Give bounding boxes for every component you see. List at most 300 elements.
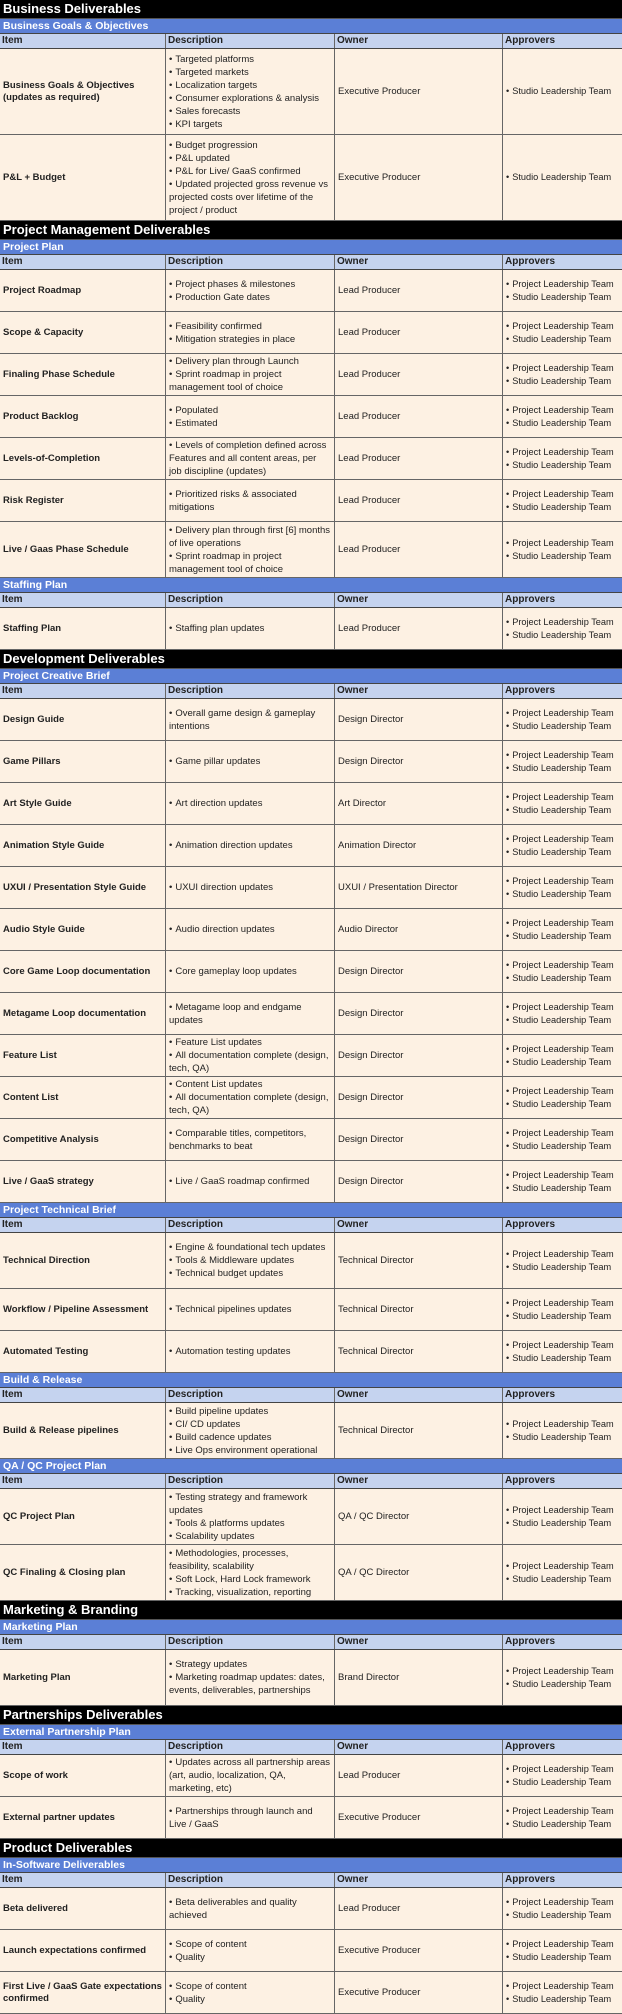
description-cell [166, 1331, 335, 1372]
item-name: Audio Style Guide [3, 923, 85, 935]
bullet-text: Project Leadership Team [512, 1938, 614, 1949]
bullet-item [506, 804, 614, 817]
approvers-list [506, 320, 614, 346]
bullet-icon: • [169, 623, 173, 634]
bullet-item [506, 959, 614, 972]
bullet-text: Studio Leadership Team [512, 1014, 612, 1025]
bullet-item [506, 888, 614, 901]
bullet-text: Project Leadership Team [512, 917, 614, 928]
bullet-icon: • [506, 1993, 510, 2004]
description-list [169, 1241, 325, 1280]
owner-name: Design Director [338, 714, 404, 725]
bullet-icon: • [169, 165, 173, 177]
item-cell [0, 1035, 166, 1076]
bullet-text: Automation testing updates [175, 1346, 291, 1357]
item-name: Beta delivered [3, 1902, 68, 1914]
bullet-item [506, 1339, 614, 1352]
bullet-item [506, 278, 614, 291]
description-list [169, 755, 260, 768]
column-header-item: Item [0, 684, 166, 698]
owner-cell [335, 783, 503, 824]
column-header-item: Item [0, 255, 166, 269]
bullet-item [506, 1665, 614, 1678]
bullet-item [506, 1517, 614, 1530]
bullet-icon: • [169, 1938, 173, 1950]
item-cell [0, 1797, 166, 1838]
bullet-icon: • [169, 1431, 173, 1443]
item-name: Workflow / Pipeline Assessment [3, 1303, 149, 1315]
owner-cell [335, 1403, 503, 1458]
owner-name: Lead Producer [338, 369, 401, 380]
description-list [169, 839, 293, 852]
approvers-cell [503, 825, 622, 866]
group-header: In-Software Deliverables [0, 1858, 622, 1873]
bullet-text: Soft Lock, Hard Lock framework [175, 1573, 311, 1585]
section-header: Product Deliverables [0, 1839, 622, 1858]
bullet-icon: • [169, 550, 173, 562]
owner-name: QA / QC Director [338, 1511, 410, 1522]
column-header-description: Description [166, 1388, 335, 1402]
bullet-item [169, 1431, 317, 1444]
item-name: Art Style Guide [3, 797, 72, 809]
table-row [0, 1972, 622, 2014]
bullet-icon: • [169, 924, 173, 935]
approvers-cell [503, 354, 622, 395]
bullet-item [169, 320, 295, 333]
description-list [169, 1175, 309, 1188]
bullet-text: Project Leadership Team [512, 1560, 614, 1571]
description-cell [166, 783, 335, 824]
bullet-text: Levels of completion defined across Features and all content areas, per job discipline (updates) [169, 440, 327, 477]
approvers-list [506, 616, 614, 642]
column-header-item: Item [0, 1474, 166, 1488]
approvers-cell [503, 1650, 622, 1705]
bullet-icon: • [506, 1678, 510, 1689]
column-header-row [0, 1873, 622, 1888]
column-header-item: Item [0, 34, 166, 48]
description-list [169, 622, 264, 635]
table-row [0, 909, 622, 951]
description-list [169, 320, 295, 346]
bullet-item [506, 171, 611, 184]
owner-cell [335, 522, 503, 577]
bullet-icon: • [506, 1043, 510, 1054]
column-header-owner: Owner [335, 1740, 503, 1754]
description-cell [166, 1797, 335, 1838]
bullet-icon: • [169, 1757, 173, 1768]
item-cell [0, 522, 166, 577]
bullet-text: Studio Leadership Team [512, 86, 612, 96]
owner-name: Executive Producer [338, 172, 421, 183]
description-cell [166, 312, 335, 353]
bullet-icon: • [169, 1573, 173, 1585]
description-cell [166, 1930, 335, 1971]
owner-name: Executive Producer [338, 86, 421, 97]
bullet-item [169, 1091, 331, 1117]
column-header-approvers: Approvers [505, 1475, 556, 1486]
approvers-cell [503, 480, 622, 521]
bullet-icon: • [506, 404, 510, 415]
bullet-item [506, 762, 614, 775]
bullet-item [506, 1938, 614, 1951]
approvers-cell [503, 135, 622, 220]
bullet-text: Localization targets [175, 79, 258, 91]
bullet-text: Engine & foundational tech updates [175, 1242, 326, 1253]
owner-cell [335, 951, 503, 992]
bullet-icon: • [506, 1776, 510, 1787]
approvers-list [506, 362, 614, 388]
description-list [169, 1036, 331, 1075]
bullet-item [169, 417, 218, 430]
bullet-text: Studio Leadership Team [512, 888, 612, 899]
bullet-item [169, 1896, 331, 1922]
owner-cell [335, 1161, 503, 1202]
bullet-icon: • [506, 291, 510, 302]
bullet-text: Audio direction updates [175, 924, 275, 935]
bullet-icon: • [169, 66, 173, 78]
table-row [0, 1930, 622, 1972]
bullet-text: Project Leadership Team [512, 616, 614, 627]
bullet-text: Studio Leadership Team [512, 762, 612, 773]
bullet-item [506, 846, 614, 859]
bullet-item [169, 66, 319, 79]
bullet-icon: • [169, 79, 173, 91]
item-name: Business Goals & Objectives (updates as required) [3, 79, 135, 103]
description-cell [166, 480, 335, 521]
bullet-icon: • [506, 1805, 510, 1816]
bullet-item [169, 165, 331, 178]
item-name: Levels-of-Completion [3, 452, 101, 464]
bullet-icon: • [506, 1310, 510, 1321]
bullet-item [169, 1951, 247, 1964]
item-name: Design Guide [3, 713, 65, 725]
bullet-icon: • [169, 1405, 173, 1417]
bullet-item [169, 1586, 331, 1599]
description-cell [166, 438, 335, 479]
bullet-icon: • [506, 1665, 510, 1676]
approvers-list [506, 404, 614, 430]
group-header: Staffing Plan [0, 578, 622, 593]
item-cell [0, 135, 166, 220]
bullet-icon: • [506, 1763, 510, 1774]
bullet-item [506, 1896, 614, 1909]
bullet-icon: • [169, 105, 173, 117]
bullet-item [506, 1140, 614, 1153]
item-cell [0, 1545, 166, 1600]
bullet-text: Delivery plan through first [6] months of live operations [169, 524, 331, 549]
bullet-text: Project Leadership Team [512, 1248, 614, 1259]
bullet-item [169, 923, 275, 936]
bullet-item [169, 1517, 331, 1530]
table-row [0, 135, 622, 221]
column-header-description: Description [166, 593, 335, 607]
approvers-list [506, 791, 614, 817]
bullet-icon: • [169, 1530, 173, 1542]
bullet-item [169, 92, 319, 105]
bullet-icon: • [169, 356, 173, 367]
bullet-icon: • [506, 488, 510, 499]
description-cell [166, 270, 335, 311]
description-cell [166, 741, 335, 782]
owner-name: Technical Director [338, 1346, 414, 1357]
table-row [0, 438, 622, 480]
table-row [0, 1035, 622, 1077]
bullet-item [506, 1098, 614, 1111]
description-list [169, 1756, 331, 1795]
bullet-icon: • [169, 404, 173, 416]
bullet-icon: • [506, 1339, 510, 1350]
owner-cell [335, 1119, 503, 1160]
bullet-item [506, 404, 614, 417]
bullet-item [169, 524, 331, 550]
bullet-icon: • [169, 798, 173, 809]
approvers-cell [503, 1797, 622, 1838]
owner-name: Technical Director [338, 1304, 414, 1315]
bullet-item [506, 417, 614, 430]
bullet-text: Quality [175, 1993, 205, 2005]
bullet-text: Project Leadership Team [512, 1001, 614, 1012]
bullet-item [506, 550, 614, 563]
approvers-cell [503, 312, 622, 353]
bullet-item [506, 1001, 614, 1014]
owner-name: Lead Producer [338, 495, 401, 506]
column-header-owner: Owner [335, 593, 503, 607]
bullet-item [169, 707, 331, 733]
item-cell [0, 270, 166, 311]
item-cell [0, 1888, 166, 1929]
approvers-list [506, 1043, 614, 1069]
bullet-icon: • [506, 320, 510, 331]
bullet-icon: • [169, 1304, 173, 1315]
bullet-item [169, 1993, 247, 2006]
column-header-description: Description [166, 1740, 335, 1754]
bullet-text: All documentation complete (design, tech, QA) [169, 1092, 329, 1116]
table-row [0, 1289, 622, 1331]
bullet-item [169, 1405, 317, 1418]
bullet-item [506, 362, 614, 375]
bullet-text: Studio Leadership Team [512, 1056, 612, 1067]
owner-name: Design Director [338, 756, 404, 767]
bullet-text: Studio Leadership Team [512, 1909, 612, 1920]
owner-name: Brand Director [338, 1672, 400, 1683]
description-list [169, 278, 295, 304]
bullet-item [506, 875, 614, 888]
bullet-text: Marketing roadmap updates: dates, events, deliverables, partnerships [169, 1672, 325, 1696]
owner-cell [335, 1930, 503, 1971]
bullet-icon: • [169, 707, 173, 719]
bullet-icon: • [506, 762, 510, 773]
bullet-text: Project Leadership Team [512, 1418, 614, 1429]
item-name: Project Roadmap [3, 284, 82, 296]
description-list [169, 524, 331, 576]
approvers-cell [503, 1161, 622, 1202]
item-name: Animation Style Guide [3, 839, 105, 851]
item-cell [0, 480, 166, 521]
description-list [169, 488, 331, 514]
item-name: Launch expectations confirmed [3, 1944, 147, 1956]
bullet-item [506, 320, 614, 333]
bullet-item [506, 1085, 614, 1098]
bullet-icon: • [169, 320, 173, 332]
bullet-text: Live Ops environment operational [175, 1444, 318, 1456]
owner-name: Technical Director [338, 1255, 414, 1266]
bullet-item [169, 1036, 331, 1049]
bullet-text: KPI targets [175, 118, 223, 130]
bullet-item [169, 1980, 247, 1993]
approvers-cell [503, 522, 622, 577]
bullet-icon: • [169, 417, 173, 429]
description-list [169, 881, 273, 894]
owner-name: Design Director [338, 1050, 404, 1061]
approvers-cell [503, 741, 622, 782]
column-header-item: Item [0, 593, 166, 607]
approvers-list [506, 1418, 614, 1444]
bullet-item [506, 1678, 614, 1691]
bullet-icon: • [506, 362, 510, 373]
owner-name: QA / QC Director [338, 1567, 410, 1578]
bullet-item [506, 1573, 614, 1586]
column-header-item: Item [0, 1218, 166, 1232]
column-header-approvers: Approvers [505, 1874, 556, 1885]
owner-name: Lead Producer [338, 623, 401, 634]
bullet-text: Studio Leadership Team [512, 1517, 612, 1528]
item-cell [0, 1233, 166, 1288]
description-cell [166, 1161, 335, 1202]
bullet-item [506, 1980, 614, 1993]
table-row [0, 1161, 622, 1203]
group-header: QA / QC Project Plan [0, 1459, 622, 1474]
description-list [169, 965, 297, 978]
bullet-item [506, 1431, 614, 1444]
bullet-text: Project Leadership Team [512, 1805, 614, 1816]
description-list [169, 139, 331, 217]
bullet-text: All documentation complete (design, tech, QA) [169, 1050, 329, 1074]
bullet-text: Studio Leadership Team [512, 501, 612, 512]
approvers-cell [503, 783, 622, 824]
bullet-icon: • [506, 804, 510, 815]
bullet-icon: • [506, 1014, 510, 1025]
bullet-icon: • [169, 152, 173, 164]
table-row [0, 1755, 622, 1797]
bullet-item [169, 1078, 331, 1091]
item-cell [0, 1489, 166, 1544]
bullet-icon: • [169, 524, 173, 536]
bullet-icon: • [169, 291, 173, 303]
description-cell [166, 608, 335, 649]
approvers-list [506, 1085, 614, 1111]
owner-name: Lead Producer [338, 544, 401, 555]
owner-name: Executive Producer [338, 1987, 421, 1998]
bullet-icon: • [506, 1896, 510, 1907]
column-header-description: Description [166, 34, 335, 48]
bullet-icon: • [506, 959, 510, 970]
bullet-item [169, 1175, 309, 1188]
bullet-icon: • [169, 1268, 173, 1279]
description-cell [166, 1077, 335, 1118]
owner-cell [335, 312, 503, 353]
bullet-icon: • [506, 1182, 510, 1193]
description-cell [166, 909, 335, 950]
bullet-item [506, 833, 614, 846]
group-header: Project Plan [0, 240, 622, 255]
bullet-icon: • [506, 459, 510, 470]
column-header-approvers: Approvers [505, 256, 556, 267]
bullet-item [169, 1547, 331, 1573]
description-list [169, 1303, 292, 1316]
bullet-item [506, 707, 614, 720]
column-header-description: Description [166, 1218, 335, 1232]
bullet-text: Updated projected gross revenue vs projected costs over lifetime of the project / product [169, 178, 328, 216]
description-list [169, 1547, 331, 1599]
column-header-row [0, 255, 622, 270]
item-cell [0, 49, 166, 134]
description-cell [166, 1650, 335, 1705]
bullet-text: Beta deliverables and quality achieved [169, 1896, 297, 1921]
item-name: External partner updates [3, 1811, 115, 1823]
bullet-text: Live / GaaS roadmap confirmed [175, 1176, 310, 1187]
approvers-list [506, 1001, 614, 1027]
bullet-icon: • [506, 278, 510, 289]
item-cell [0, 1650, 166, 1705]
table-row [0, 354, 622, 396]
bullet-icon: • [506, 1938, 510, 1949]
bullet-text: Methodologies, processes, feasibility, scalability [169, 1547, 289, 1572]
bullet-item [169, 1530, 331, 1543]
owner-name: Executive Producer [338, 1812, 421, 1823]
owner-name: Lead Producer [338, 1770, 401, 1781]
item-name: Staffing Plan [3, 622, 62, 634]
table-row [0, 951, 622, 993]
table-row [0, 1077, 622, 1119]
owner-cell [335, 741, 503, 782]
bullet-item [169, 550, 331, 576]
bullet-text: Project Leadership Team [512, 404, 614, 415]
bullet-text: Build pipeline updates [175, 1405, 269, 1417]
table-row [0, 1119, 622, 1161]
bullet-item [169, 1267, 325, 1280]
bullet-item [169, 1805, 331, 1831]
approvers-cell [503, 1077, 622, 1118]
item-name: First Live / GaaS Gate expectations confirmed [3, 1980, 162, 2004]
description-cell [166, 1755, 335, 1796]
bullet-text: Studio Leadership Team [512, 375, 612, 386]
bullet-icon: • [169, 333, 173, 345]
description-list [169, 1491, 331, 1543]
description-list [169, 923, 275, 936]
approvers-cell [503, 1289, 622, 1330]
bullet-icon: • [169, 1659, 173, 1670]
item-cell [0, 951, 166, 992]
bullet-text: Feature List updates [175, 1037, 262, 1048]
description-cell [166, 993, 335, 1034]
bullet-icon: • [506, 1418, 510, 1429]
bullet-icon: • [506, 707, 510, 718]
bullet-text: Technical pipelines updates [175, 1304, 292, 1315]
group-header: Build & Release [0, 1373, 622, 1388]
item-name: UXUI / Presentation Style Guide [3, 881, 147, 893]
bullet-icon: • [169, 1079, 173, 1090]
column-header-approvers: Approvers [505, 594, 556, 605]
bullet-item [506, 1248, 614, 1261]
bullet-text: Studio Leadership Team [512, 1431, 612, 1442]
bullet-text: Strategy updates [175, 1659, 248, 1670]
bullet-item [506, 1352, 614, 1365]
approvers-list [506, 1980, 614, 2006]
bullet-item [169, 1303, 292, 1316]
column-header-approvers: Approvers [505, 35, 556, 46]
approvers-list [506, 1297, 614, 1323]
item-name: QC Project Plan [3, 1510, 75, 1522]
